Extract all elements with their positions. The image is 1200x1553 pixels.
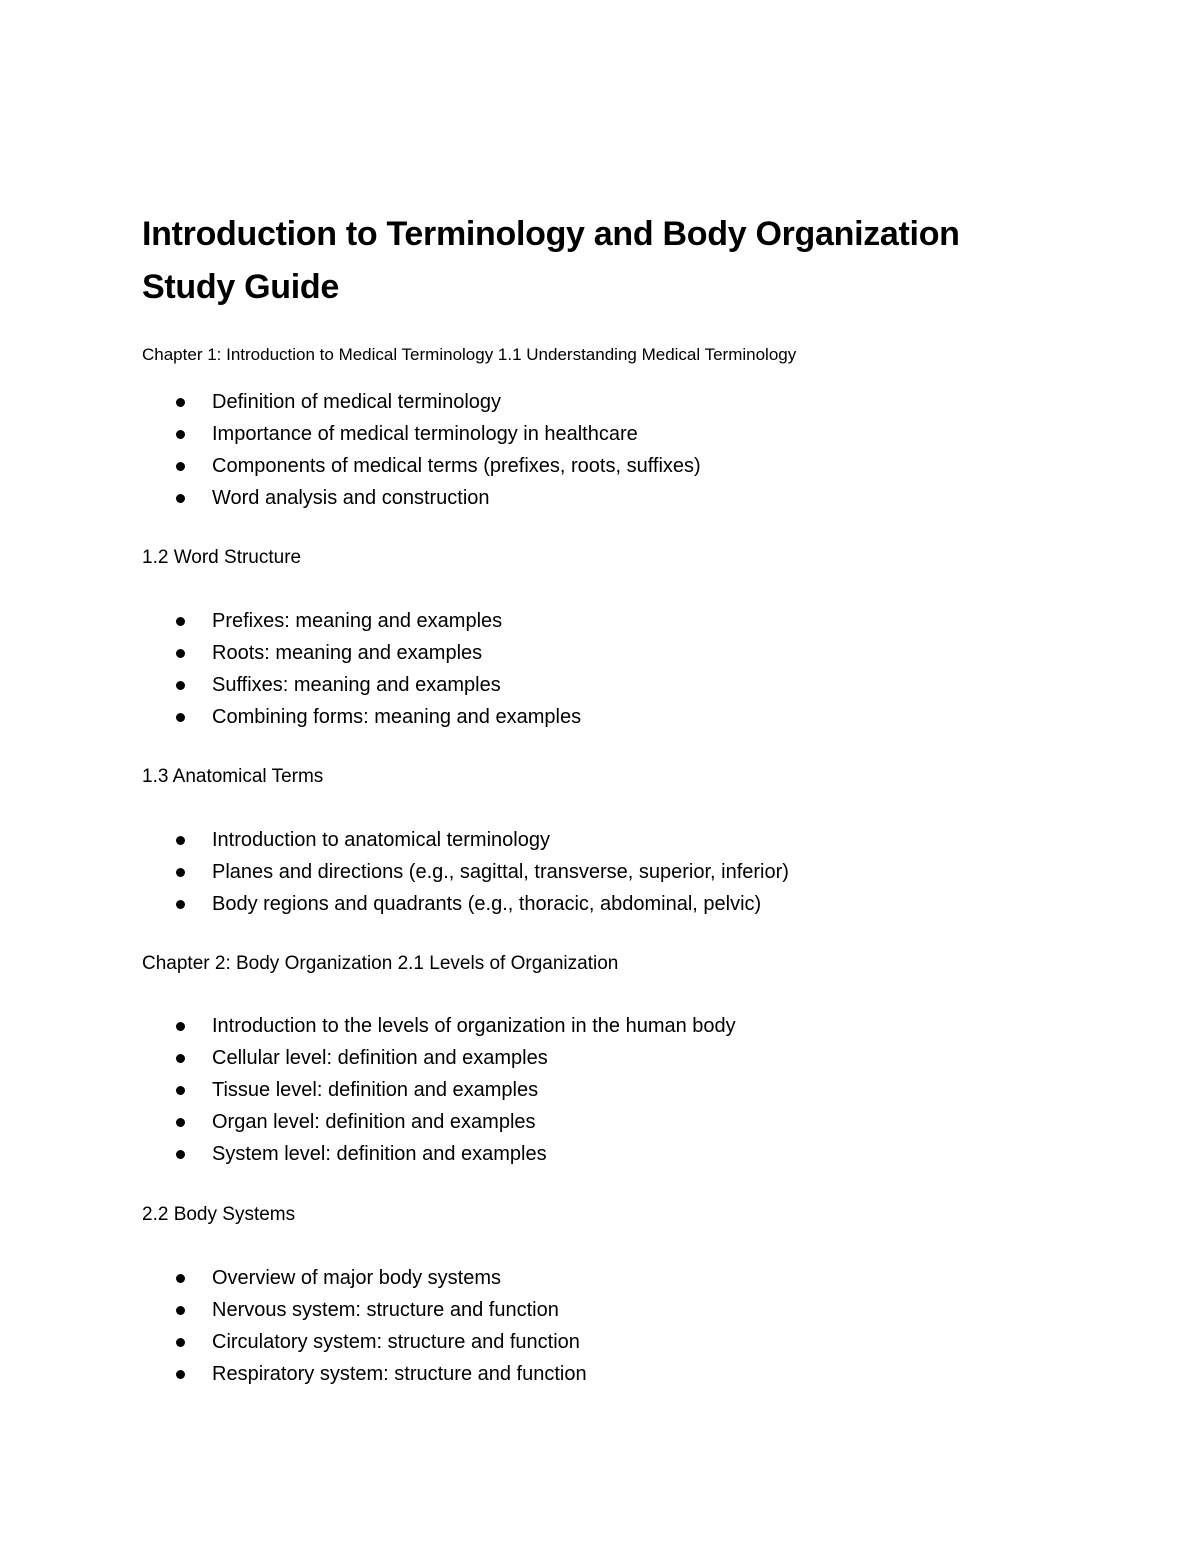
list-item-text: Suffixes: meaning and examples [212, 674, 501, 696]
bullet-icon [176, 617, 185, 626]
bullet-icon [176, 681, 185, 690]
bullet-icon [176, 430, 185, 439]
bullet-icon [176, 1118, 185, 1127]
list-item-text: System level: definition and examples [212, 1143, 547, 1165]
section-heading: Chapter 1: Introduction to Medical Terminology 1.1 Understanding Medical Terminology [142, 345, 797, 364]
list-item [142, 605, 581, 637]
bullet-icon [176, 1338, 185, 1347]
list-item [142, 669, 581, 701]
section-heading: 1.2 Word Structure [142, 547, 302, 568]
section-heading: 1.3 Anatomical Terms [142, 766, 324, 787]
list-item-text: Prefixes: meaning and examples [212, 610, 503, 632]
bullet-list [142, 605, 581, 733]
bullet-list [142, 824, 789, 920]
list-item-text: Overview of major body systems [212, 1267, 501, 1289]
list-item-text: Planes and directions (e.g., sagittal, transverse, superior, inferior) [212, 861, 789, 883]
bullet-icon [176, 713, 185, 722]
list-item-text: Introduction to the levels of organization in the human body [212, 1015, 736, 1037]
list-item [142, 1358, 587, 1390]
bullet-icon [176, 1054, 185, 1063]
list-item-text: Introduction to anatomical terminology [212, 829, 550, 851]
list-item [142, 1294, 587, 1326]
list-item [142, 888, 789, 920]
list-item-text: Components of medical terms (prefixes, roots, suffixes) [212, 455, 701, 477]
section-heading: Chapter 2: Body Organization 2.1 Levels of Organization [142, 953, 619, 974]
list-item [142, 701, 581, 733]
list-item-text: Respiratory system: structure and function [212, 1363, 587, 1385]
list-item [142, 1138, 736, 1170]
bullet-icon [176, 649, 185, 658]
list-item [142, 1106, 736, 1138]
document-title [142, 208, 1102, 314]
list-item-text: Importance of medical terminology in healthcare [212, 423, 638, 445]
bullet-icon [176, 462, 185, 471]
bullet-icon [176, 494, 185, 503]
title-line-1: Introduction to Terminology and Body Organization [142, 215, 960, 253]
list-item [142, 482, 701, 514]
list-item-text: Circulatory system: structure and function [212, 1331, 580, 1353]
bullet-icon [176, 868, 185, 877]
bullet-icon [176, 900, 185, 909]
bullet-icon [176, 1274, 185, 1283]
bullet-icon [176, 1150, 185, 1159]
list-item [142, 1074, 736, 1106]
list-item-text: Tissue level: definition and examples [212, 1079, 539, 1101]
bullet-icon [176, 836, 185, 845]
bullet-list [142, 386, 701, 514]
list-item [142, 1042, 736, 1074]
list-item-text: Cellular level: definition and examples [212, 1047, 548, 1069]
list-item-text: Definition of medical terminology [212, 391, 502, 413]
bullet-icon [176, 1022, 185, 1031]
list-item-text: Combining forms: meaning and examples [212, 706, 582, 728]
list-item-text: Word analysis and construction [212, 487, 490, 509]
list-item [142, 856, 789, 888]
list-item [142, 637, 581, 669]
list-item [142, 450, 701, 482]
list-item-text: Roots: meaning and examples [212, 642, 483, 664]
list-item [142, 418, 701, 450]
list-item [142, 824, 789, 856]
bullet-list [142, 1262, 587, 1390]
title-line-2: Study Guide [142, 268, 339, 306]
list-item [142, 1262, 587, 1294]
bullet-icon [176, 1306, 185, 1315]
list-item-text: Nervous system: structure and function [212, 1299, 559, 1321]
list-item-text: Body regions and quadrants (e.g., thoracic, abdominal, pelvic) [212, 893, 762, 915]
list-item [142, 386, 701, 418]
bullet-icon [176, 398, 185, 407]
section-heading: 2.2 Body Systems [142, 1204, 296, 1225]
list-item [142, 1010, 736, 1042]
list-item [142, 1326, 587, 1358]
bullet-icon [176, 1370, 185, 1379]
bullet-list [142, 1010, 736, 1170]
bullet-icon [176, 1086, 185, 1095]
list-item-text: Organ level: definition and examples [212, 1111, 536, 1133]
